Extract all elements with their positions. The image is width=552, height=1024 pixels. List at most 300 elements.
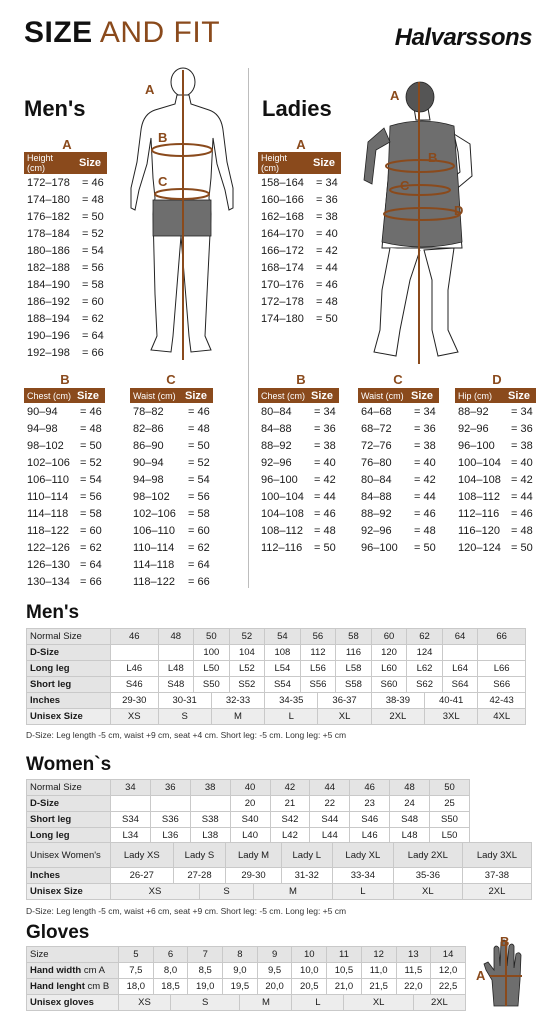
table-cell: XS — [111, 709, 159, 725]
size-row — [258, 293, 341, 310]
measure-cell: 98–102 — [27, 439, 64, 452]
size-cell: = 34 — [511, 405, 533, 418]
table-cell: L48 — [158, 661, 194, 677]
men-table-heading: Men's — [26, 602, 80, 623]
measure-cell: 164–170 — [261, 227, 304, 240]
ladies-letter-d: D — [492, 372, 502, 387]
size-cell: = 50 — [188, 439, 210, 452]
table-cell: 3XL — [424, 709, 477, 725]
measure-cell: 78–82 — [133, 405, 164, 418]
table-cell: L58 — [336, 661, 372, 677]
table-cell: 50 — [430, 780, 470, 796]
measure-cell: 120–124 — [458, 541, 501, 554]
table-cell: XL — [344, 995, 413, 1011]
table-cell: S58 — [336, 677, 372, 693]
table-cell: 42 — [270, 780, 310, 796]
measure-cell: 180–186 — [27, 244, 70, 257]
table-cell: 20,5 — [292, 979, 327, 995]
size-cell: = 54 — [80, 473, 102, 486]
table-cell: 8,5 — [188, 963, 223, 979]
ladies-hip-table: Hip (cm) Size 88–92 = 34 92–96 = 36 96–100 = 38 100–104 = 40 104–108 = 42 108–112 = 44 112–116 = 46 116–120 = 48 120–124 = 50 — [455, 388, 536, 556]
size-row — [455, 522, 536, 539]
size-row — [358, 505, 439, 522]
size-cell: = 52 — [80, 456, 102, 469]
measure-cell: 122–126 — [27, 541, 70, 554]
table-cell: 14 — [431, 947, 466, 963]
table-cell: Lady XL — [332, 843, 393, 868]
size-row — [24, 505, 105, 522]
table-cell: 58 — [336, 629, 372, 645]
size-row — [258, 420, 339, 437]
men-size-table: Normal Size 46 48 50 52 54 56 58 60 62 64 66 D-Size 100 104 108 112 116 120 124 Long leg L46 L48 L50 L52 L54 L56 L58 L60 L62 L64 L66 Short leg S46 S48 S50 S52 S54 S56 S58 S60 S62 S64 S66 Inches 29-30 30-31 32-33 34-35 36-37 38-39 40-41 42-43 Unisex Size XS S M L XL 2XL 3XL 4XL — [26, 628, 526, 725]
table-cell: S48 — [158, 677, 194, 693]
measure-cell: 112–116 — [458, 507, 500, 520]
size-row — [24, 242, 107, 259]
measure-cell: 72–76 — [361, 439, 392, 452]
size-row — [258, 505, 339, 522]
table-cell: 25 — [430, 796, 470, 812]
size-cell: = 50 — [82, 210, 104, 223]
size-cell: = 50 — [80, 439, 102, 452]
table-cell: 10 — [292, 947, 327, 963]
table-cell: L50 — [430, 828, 470, 844]
size-cell: = 58 — [80, 507, 102, 520]
table-cell: L — [265, 709, 318, 725]
table-cell: 36-37 — [318, 693, 371, 709]
table-cell: 7,5 — [119, 963, 154, 979]
size-cell: = 50 — [314, 541, 336, 554]
table-cell: L64 — [442, 661, 478, 677]
size-cell: = 66 — [82, 346, 104, 359]
table-cell: 104 — [229, 645, 265, 661]
size-cell: = 58 — [82, 278, 104, 291]
size-cell: = 40 — [414, 456, 436, 469]
table-cell: 4XL — [478, 709, 526, 725]
men-heading: Men's — [24, 96, 86, 121]
table-cell: L44 — [310, 828, 350, 844]
size-row — [24, 437, 105, 454]
size-cell: = 40 — [314, 456, 336, 469]
measure-cell: 90–94 — [133, 456, 164, 469]
measure-cell: 64–68 — [361, 405, 392, 418]
men-chest-table: Chest (cm) Size 90–94 = 46 94–98 = 48 98–102 = 50 102–106 = 52 106–110 = 54 110–114 = 56 114–118 = 58 118–122 = 60 122–126 = 62 126–130 = 64 130–134 = 66 — [24, 388, 105, 590]
size-row — [24, 259, 107, 276]
measure-cell: 170–176 — [261, 278, 304, 291]
size-cell: = 46 — [316, 278, 338, 291]
table-cell: L42 — [270, 828, 310, 844]
glove-letter-b: B — [500, 934, 510, 949]
size-row — [24, 191, 107, 208]
table-cell: 48 — [390, 780, 430, 796]
table-cell: 8,0 — [153, 963, 188, 979]
table-cell: 116 — [336, 645, 372, 661]
table-cell: S52 — [229, 677, 265, 693]
table-cell: 29-30 — [226, 868, 281, 884]
size-row — [455, 420, 536, 437]
measure-cell: 188–194 — [27, 312, 70, 325]
size-row — [130, 522, 213, 539]
table-cell: 5 — [119, 947, 154, 963]
size-cell: = 34 — [314, 405, 336, 418]
table-cell: 24 — [390, 796, 430, 812]
table-cell: Lady M — [226, 843, 281, 868]
size-row — [24, 420, 105, 437]
table-cell: 50 — [194, 629, 230, 645]
size-row — [130, 471, 213, 488]
size-row — [258, 471, 339, 488]
size-cell: = 42 — [414, 473, 436, 486]
table-cell: 22,5 — [431, 979, 466, 995]
size-row — [258, 488, 339, 505]
table-cell: 56 — [300, 629, 336, 645]
size-row — [258, 522, 339, 539]
men-letter-b: B — [60, 372, 70, 387]
table-cell: 7 — [188, 947, 223, 963]
size-row — [130, 454, 213, 471]
table-cell — [150, 796, 190, 812]
size-cell: = 48 — [80, 422, 102, 435]
table-cell: 52 — [229, 629, 265, 645]
size-cell: = 36 — [511, 422, 533, 435]
size-row — [358, 454, 439, 471]
size-cell: = 36 — [314, 422, 336, 435]
table-cell: 11 — [327, 947, 362, 963]
size-cell: = 40 — [316, 227, 338, 240]
size-cell: = 48 — [314, 524, 336, 537]
measure-cell: 102–106 — [27, 456, 70, 469]
measure-cell: 102–106 — [133, 507, 176, 520]
table-cell: S — [170, 995, 239, 1011]
size-row — [258, 174, 341, 191]
table-cell: L60 — [371, 661, 407, 677]
measure-cell: 96–100 — [261, 473, 298, 486]
size-cell: = 50 — [316, 312, 338, 325]
size-cell: = 40 — [511, 456, 533, 469]
table-cell: 19,5 — [223, 979, 258, 995]
size-cell: = 66 — [80, 575, 102, 588]
size-cell: = 46 — [414, 507, 436, 520]
size-cell: = 64 — [82, 329, 104, 342]
size-cell: = 54 — [188, 473, 210, 486]
men-letter-c: C — [166, 372, 176, 387]
size-cell: = 64 — [80, 558, 102, 571]
measure-cell: 162–168 — [261, 210, 304, 223]
table-cell: 32-33 — [211, 693, 264, 709]
size-row — [24, 174, 107, 191]
size-row — [455, 437, 536, 454]
size-cell: = 56 — [188, 490, 210, 503]
measure-cell: 100–104 — [458, 456, 501, 469]
table-cell: 33-34 — [332, 868, 393, 884]
table-cell: 40-41 — [424, 693, 477, 709]
men-figure-letter-b: B — [158, 130, 168, 145]
size-cell: = 50 — [414, 541, 436, 554]
table-cell: S56 — [300, 677, 336, 693]
table-cell: M — [240, 995, 292, 1011]
ladies-letter-b: B — [296, 372, 306, 387]
men-body-figure — [125, 66, 245, 362]
table-cell: S44 — [310, 812, 350, 828]
size-cell: = 46 — [82, 176, 104, 189]
table-cell: S — [158, 709, 211, 725]
column-divider — [248, 68, 249, 588]
measure-cell: 80–84 — [361, 473, 392, 486]
size-cell: = 44 — [511, 490, 533, 503]
size-row — [258, 225, 341, 242]
measure-cell: 114–118 — [133, 558, 175, 571]
table-cell: 2XL — [462, 884, 531, 900]
size-cell: = 52 — [82, 227, 104, 240]
women-size-table: Normal Size 34 36 38 40 42 44 46 48 50 D-Size 20 21 22 23 24 25 Short leg S34 S36 S38 S40 S42 S44 S46 S48 S50 Long leg L34 L36 L38 L40 L42 L44 L46 L48 L50 — [26, 779, 470, 844]
men-height-table: Height (cm) Size 172–178 = 46 174–180 = 48 176–182 = 50 178–184 = 52 180–186 = 54 182–188 = 56 184–190 = 58 186–192 = 60 188–194 = 62 190–196 = 64 192–198 = 66 — [24, 152, 107, 361]
size-cell: = 46 — [80, 405, 102, 418]
table-cell: L46 — [350, 828, 390, 844]
table-cell: 23 — [350, 796, 390, 812]
measure-cell: 84–88 — [261, 422, 292, 435]
women-table-note: D-Size: Leg length -5 cm, waist +6 cm, seat +9 cm. Short leg: -5 cm. Long leg: +5 cm — [26, 906, 347, 916]
table-cell: 29-30 — [111, 693, 159, 709]
gloves-size-table: Size 5 6 7 8 9 10 11 12 13 14 Hand width cm A 7,5 8,0 8,5 9,0 9,5 10,0 10,5 11,0 11,5 12,0 Hand lenght cm B 18,0 18,5 19,0 19,5 20,0 20,5 21,0 21,5 22,0 22,5 Unisex gloves XS S M L XL 2XL — [26, 946, 466, 1011]
size-row — [24, 471, 105, 488]
table-cell: M — [254, 884, 333, 900]
size-row — [24, 344, 107, 361]
table-cell: 124 — [407, 645, 443, 661]
table-cell: 2XL — [413, 995, 465, 1011]
size-cell: = 36 — [414, 422, 436, 435]
measure-cell: 160–166 — [261, 193, 304, 206]
size-cell: = 62 — [80, 541, 102, 554]
table-cell: 21,5 — [361, 979, 396, 995]
table-cell: XL — [393, 884, 462, 900]
table-cell: L38 — [190, 828, 230, 844]
size-row — [358, 437, 439, 454]
table-cell: S54 — [265, 677, 301, 693]
table-cell: L56 — [300, 661, 336, 677]
size-cell: = 34 — [414, 405, 436, 418]
measure-cell: 96–100 — [458, 439, 495, 452]
gloves-heading: Gloves — [26, 922, 90, 943]
size-row — [130, 539, 213, 556]
ladies-figure-letter-c: C — [400, 178, 410, 193]
measure-cell: 80–84 — [261, 405, 292, 418]
table-cell: 60 — [371, 629, 407, 645]
table-cell: 38 — [190, 780, 230, 796]
measure-cell: 98–102 — [133, 490, 170, 503]
size-cell: = 48 — [316, 295, 338, 308]
table-cell: L46 — [111, 661, 159, 677]
table-cell: Lady XS — [111, 843, 174, 868]
size-row — [130, 420, 213, 437]
table-cell: L52 — [229, 661, 265, 677]
table-cell: L40 — [230, 828, 270, 844]
measure-cell: 118–122 — [27, 524, 70, 537]
table-cell: 38-39 — [371, 693, 424, 709]
size-cell: = 62 — [188, 541, 210, 554]
size-row — [130, 403, 213, 420]
size-cell: = 48 — [188, 422, 210, 435]
measure-cell: 88–92 — [458, 405, 489, 418]
size-cell: = 50 — [511, 541, 533, 554]
table-cell: 34-35 — [265, 693, 318, 709]
size-cell: = 42 — [511, 473, 533, 486]
measure-cell: 174–180 — [27, 193, 70, 206]
measure-cell: 176–182 — [27, 210, 70, 223]
table-cell: S66 — [478, 677, 526, 693]
size-cell: = 56 — [82, 261, 104, 274]
table-cell: Lady 2XL — [393, 843, 462, 868]
table-cell — [478, 645, 526, 661]
table-cell: 46 — [111, 629, 159, 645]
measure-cell: 190–196 — [27, 329, 70, 342]
table-cell: 31-32 — [281, 868, 332, 884]
table-cell: S36 — [150, 812, 190, 828]
men-letter-a: A — [62, 137, 72, 152]
ladies-letter-c: C — [393, 372, 403, 387]
table-cell: 36 — [150, 780, 190, 796]
table-cell: 48 — [158, 629, 194, 645]
table-cell — [442, 645, 478, 661]
measure-cell: 168–174 — [261, 261, 304, 274]
measure-cell: 116–120 — [458, 524, 501, 537]
size-row — [455, 471, 536, 488]
table-cell: 22 — [310, 796, 350, 812]
measure-cell: 108–112 — [261, 524, 304, 537]
table-cell: 21,0 — [327, 979, 362, 995]
measure-cell: 94–98 — [133, 473, 164, 486]
measure-cell: 184–190 — [27, 278, 70, 291]
table-cell: 26-27 — [111, 868, 174, 884]
table-cell: S64 — [442, 677, 478, 693]
measure-cell: 86–90 — [133, 439, 164, 452]
size-row — [258, 454, 339, 471]
table-cell: Lady S — [173, 843, 226, 868]
size-row — [358, 403, 439, 420]
measure-cell: 104–108 — [261, 507, 304, 520]
size-row — [358, 420, 439, 437]
measure-cell: 174–180 — [261, 312, 304, 325]
table-cell: 27-28 — [173, 868, 226, 884]
measure-cell: 114–118 — [27, 507, 69, 520]
measure-cell: 172–178 — [27, 176, 70, 189]
size-cell: = 62 — [82, 312, 104, 325]
size-row — [130, 437, 213, 454]
table-cell: 9 — [257, 947, 292, 963]
table-cell — [111, 645, 159, 661]
measure-cell: 92–96 — [458, 422, 489, 435]
size-row — [24, 208, 107, 225]
table-cell: 11,0 — [361, 963, 396, 979]
size-row — [258, 276, 341, 293]
men-table-note: D-Size: Leg length -5 cm, waist +9 cm, seat +4 cm. Short leg: -5 cm. Long leg: +5 cm — [26, 730, 347, 740]
size-cell: = 60 — [188, 524, 210, 537]
size-row — [455, 403, 536, 420]
table-cell: L — [292, 995, 344, 1011]
size-cell: = 46 — [314, 507, 336, 520]
men-figure-letter-a: A — [145, 82, 155, 97]
size-row — [24, 573, 105, 590]
table-cell: XL — [318, 709, 371, 725]
table-cell: 18,5 — [153, 979, 188, 995]
measure-cell: 110–114 — [27, 490, 69, 503]
table-cell: 9,5 — [257, 963, 292, 979]
ladies-figure-letter-b: B — [428, 150, 438, 165]
measure-cell: 96–100 — [361, 541, 398, 554]
table-cell: L36 — [150, 828, 190, 844]
measure-cell: 106–110 — [27, 473, 70, 486]
table-cell: S38 — [190, 812, 230, 828]
size-row — [130, 573, 213, 590]
table-cell: 8 — [223, 947, 258, 963]
size-row — [258, 259, 341, 276]
table-cell: S34 — [111, 812, 151, 828]
ladies-figure-letter-a: A — [390, 88, 400, 103]
table-cell: XS — [119, 995, 171, 1011]
men-figure-letter-c: C — [158, 174, 168, 189]
size-row — [258, 437, 339, 454]
size-row — [258, 403, 339, 420]
size-row — [455, 505, 536, 522]
size-row — [258, 242, 341, 259]
measure-cell: 84–88 — [361, 490, 392, 503]
table-cell: 44 — [310, 780, 350, 796]
size-row — [130, 556, 213, 573]
table-cell: 22,0 — [396, 979, 431, 995]
size-cell: = 44 — [316, 261, 338, 274]
table-cell: 20,0 — [257, 979, 292, 995]
size-row — [24, 276, 107, 293]
table-cell: 30-31 — [158, 693, 211, 709]
table-cell: 21 — [270, 796, 310, 812]
size-row — [258, 310, 341, 327]
size-row — [24, 327, 107, 344]
table-cell: 108 — [265, 645, 301, 661]
size-row — [358, 471, 439, 488]
measure-cell: 130–134 — [27, 575, 70, 588]
table-cell: S60 — [371, 677, 407, 693]
measure-cell: 126–130 — [27, 558, 70, 571]
measure-cell: 92–96 — [361, 524, 392, 537]
measure-cell: 110–114 — [133, 541, 175, 554]
table-cell: 19,0 — [188, 979, 223, 995]
size-row — [258, 191, 341, 208]
size-cell: = 46 — [511, 507, 533, 520]
ladies-body-figure — [362, 80, 482, 366]
size-row — [258, 208, 341, 225]
size-cell: = 34 — [316, 176, 338, 189]
size-row — [130, 488, 213, 505]
table-cell: Lady 3XL — [462, 843, 531, 868]
table-cell: 2XL — [371, 709, 424, 725]
table-cell: 34 — [111, 780, 151, 796]
measure-cell: 172–178 — [261, 295, 304, 308]
size-cell: = 38 — [414, 439, 436, 452]
size-row — [258, 539, 339, 556]
table-cell: 12 — [361, 947, 396, 963]
size-cell: = 48 — [82, 193, 104, 206]
table-cell: 112 — [300, 645, 336, 661]
table-cell: 66 — [478, 629, 526, 645]
table-cell — [190, 796, 230, 812]
measure-cell: 158–164 — [261, 176, 304, 189]
table-cell: S62 — [407, 677, 443, 693]
table-cell: S — [199, 884, 253, 900]
glove-letter-a: A — [476, 968, 486, 983]
table-cell: 37-38 — [462, 868, 531, 884]
measure-cell: 100–104 — [261, 490, 304, 503]
ladies-figure-letter-d: D — [454, 203, 464, 218]
table-cell: L62 — [407, 661, 443, 677]
brand-logo: Halvarssons — [394, 24, 532, 51]
